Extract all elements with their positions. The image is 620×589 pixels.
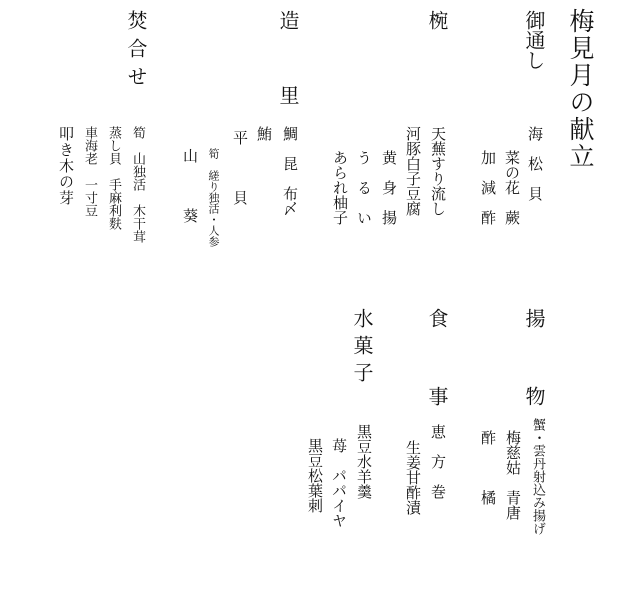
dish-takiawase-3: 車海老 一寸豆 xyxy=(82,126,97,217)
dish-mizugashi-2: 苺 パパイヤ xyxy=(330,438,348,528)
dish-mizugashi-1: 黒豆水羊羹 xyxy=(355,424,373,499)
dish-takiawase-4: 叩き木の芽 xyxy=(57,126,75,206)
course-heading-otoshi: 御通し xyxy=(522,10,546,70)
dish-mizugashi-3: 黒豆松葉刺 xyxy=(306,438,324,513)
course-heading-wan: 椀 xyxy=(425,10,449,30)
dish-tsukuri-4: 筍 縒り独活・人参 xyxy=(207,148,220,247)
dish-wan-1: 天蕪すり流し xyxy=(429,126,447,216)
dish-agemono-1: 蟹・雲丹射込み揚げ xyxy=(530,418,545,535)
dish-tsukuri-3: 平 貝 xyxy=(231,130,249,205)
dish-tsukuri-5: 山 葵 xyxy=(181,148,199,223)
dish-agemono-3: 酢 橘 xyxy=(479,430,497,505)
dish-agemono-2: 梅慈姑 青唐 xyxy=(504,430,522,520)
dish-takiawase-1: 筍 山独活 木干茸 xyxy=(130,126,145,243)
dish-wan-4: う る い xyxy=(355,150,373,225)
dish-tsukuri-2: 鮪 xyxy=(255,126,273,141)
course-heading-mizugashi: 水菓子 xyxy=(350,308,374,389)
dish-otoshi-2: 菜の花 蕨 xyxy=(503,150,521,225)
course-heading-shokuji: 食 事 xyxy=(425,308,449,412)
menu-title: 梅見月の献立 xyxy=(566,8,595,170)
dish-takiawase-2: 蒸し貝 手麻利麩 xyxy=(106,126,121,230)
course-heading-tsukuri: 造 里 xyxy=(276,10,300,110)
dish-otoshi-3: 加 減 酢 xyxy=(479,150,497,225)
dish-otoshi-1: 海 松 貝 xyxy=(526,126,544,201)
course-heading-takiawase: 焚合せ xyxy=(124,10,148,94)
dish-wan-5: あられ柚子 xyxy=(331,150,349,225)
dish-wan-3: 黄 身 揚 xyxy=(380,150,398,225)
dish-shokuji-1: 恵 方 巻 xyxy=(429,424,447,499)
dish-shokuji-2: 生姜甘酢漬 xyxy=(404,440,422,515)
dish-wan-2: 河豚白子豆腐 xyxy=(404,126,422,216)
dish-tsukuri-1: 鯛 昆 布〆 xyxy=(281,126,299,216)
course-heading-agemono: 揚 物 xyxy=(522,308,546,412)
